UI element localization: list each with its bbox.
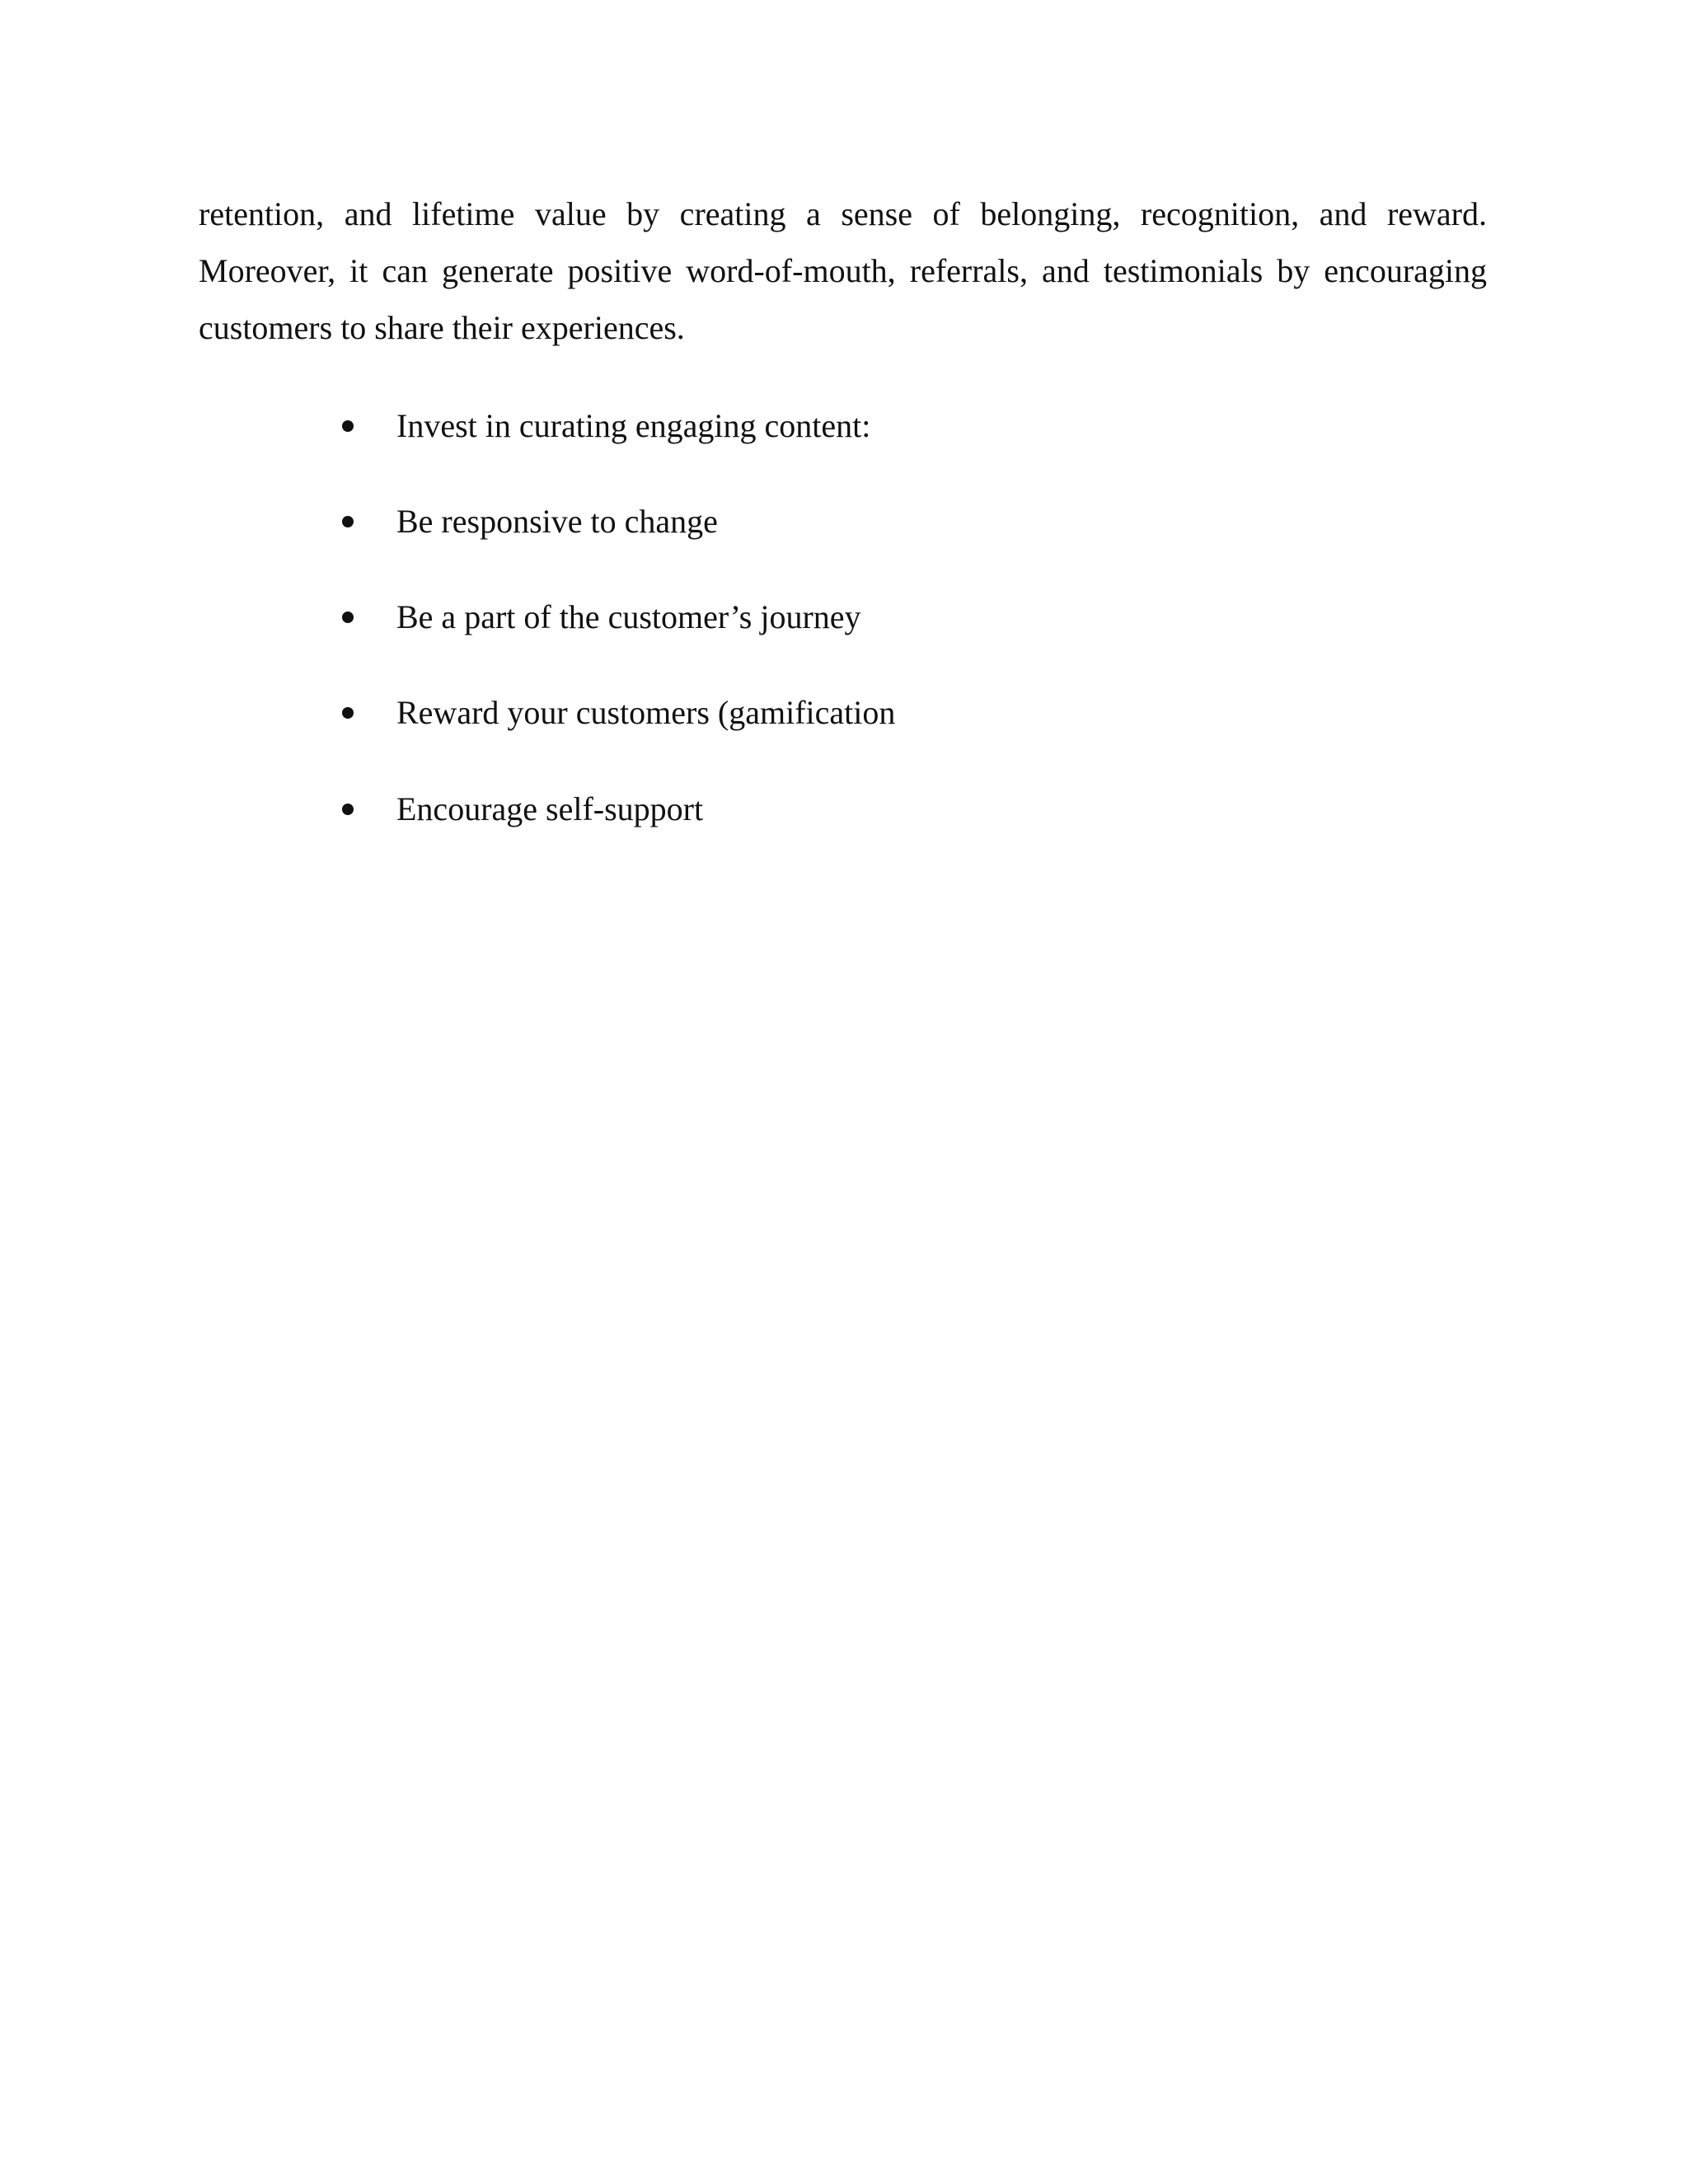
bullet-icon <box>342 612 354 623</box>
list-item-text: Reward your customers (gamification <box>396 694 896 731</box>
list-item <box>0 785 1688 834</box>
list-item <box>0 688 1688 738</box>
bullet-icon <box>342 804 354 815</box>
list-item <box>0 593 1688 642</box>
list-item-text: Invest in curating engaging content: <box>396 407 871 444</box>
list-item <box>0 497 1688 546</box>
list-item-text: Be responsive to change <box>396 503 718 540</box>
list-item <box>0 401 1688 451</box>
body-paragraph: retention, and lifetime value by creating a sense of belonging, recognition, and reward. Moreover, it can generate positive word-of-mouth, referrals, and testimonials by encouraging customers to share their experiences. <box>199 195 1487 346</box>
bullet-icon <box>342 707 354 719</box>
list-item-text: Be a part of the customer’s journey <box>396 598 861 635</box>
list-item-text: Encourage self-support <box>396 790 704 827</box>
bullet-icon <box>342 516 354 527</box>
bullet-icon <box>342 420 354 432</box>
